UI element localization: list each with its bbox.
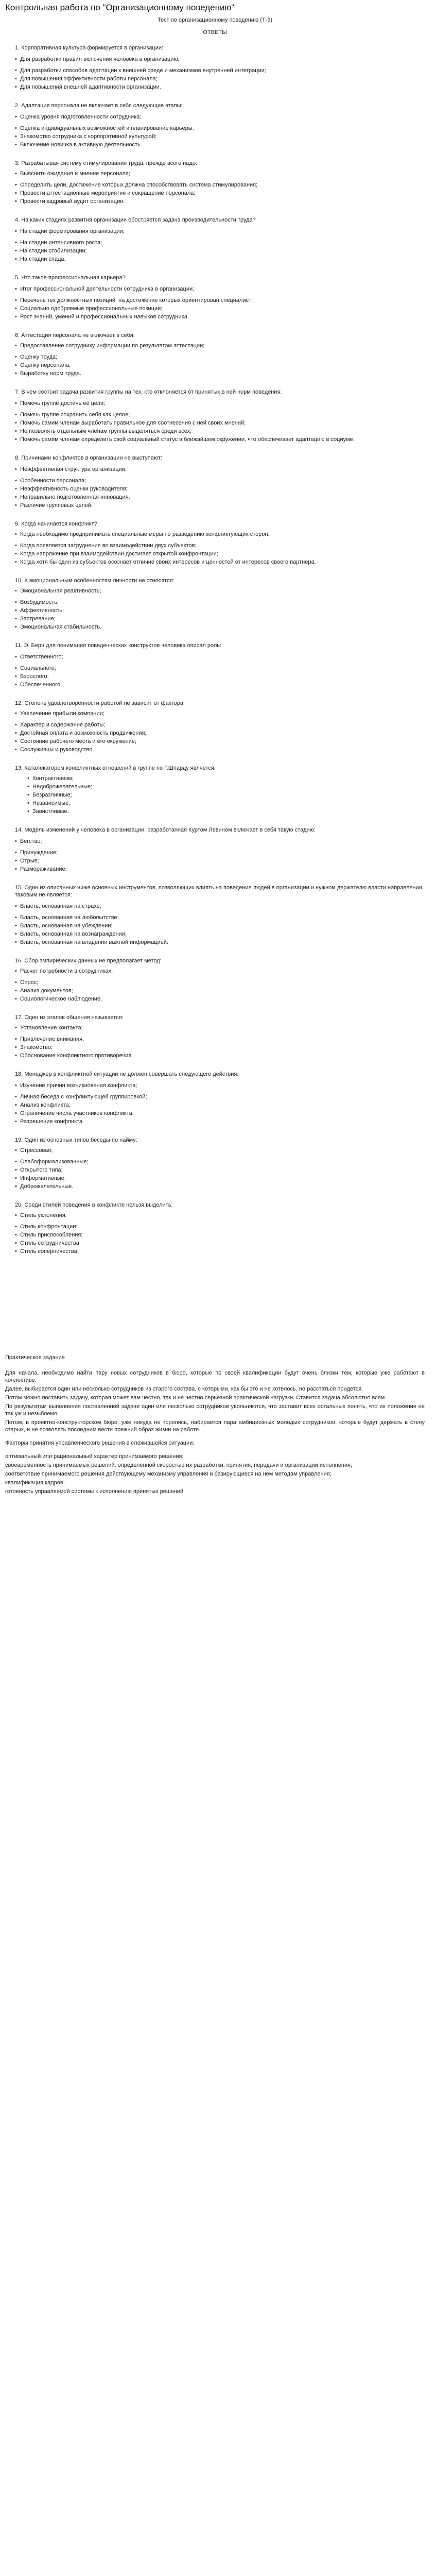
question-text: 7. В чем состоит задача развития группы на тех, кто отклоняется от принятых в ней норм поведения: [15,389,282,395]
answer-option: • Взрослого; [15,673,425,680]
answer-option: • Информативные; [15,1175,425,1182]
answer-option: • Выяснить ожидания и мнение персонала; [15,170,425,177]
answer-option: • Неэффективность оценки руководителя; [15,485,425,493]
answer-option: • Социально одобряемые профессиональные позиции; [15,305,425,312]
answer-option: • Завистливые. [27,808,425,815]
question-text: 12. Степень удовлетворенности работой не зависит от фактора: [15,700,185,706]
answer-option: • Социального; [15,665,425,672]
question-text: 15. Один из описанных ниже основных инструментов, позволяющих влиять на поведение людей в организации и нужном держателю власти направлении, таковым не является: [15,885,424,898]
question-text: 13. Каталекатором конфликтных отношений в группе по Г.Шпарду является: [15,765,216,771]
answer-options [5,400,425,443]
answer-option: • Обеспеченного. [15,681,425,688]
answer-option: • Когда хотя бы один из субъектов осознает отличие своих интересов и ценностей от интересов своего партнера. [15,558,425,566]
practical-paragraph: Потом можно поставить задачу, которая может вам честно, так и не честно серьезной практической нагрузки. Ставится задача абсолютно всем. [5,1395,387,1401]
answer-options [5,113,425,148]
answer-option: • Предоставление сотруднику информации по результатам аттестации; [15,342,425,349]
answer-option: • Установление контакта; [15,1024,425,1031]
question-block [5,884,425,946]
question-text: 3. Разрабатывая систему стимулирования труда, прежде всего надо: [15,160,198,166]
answer-option: • Помочь группе сохранить себя как целое; [15,411,425,418]
question-block [5,454,425,509]
answer-option: • Знакомство; [15,1044,425,1051]
answer-option: • Застревание; [15,615,425,622]
answer-option: • Не позволять отдельным членам группы выделяться среди всех; [15,428,425,435]
answer-option: • Состояние рабочего места и его окружение; [15,738,425,745]
answer-option: • Когда необходимо предпринимать специальные меры по разведению конфликтующих сторон; [15,531,425,538]
answer-option: • Размораживание. [15,866,425,873]
answer-option: • Эмоциональная стабильность. [15,623,425,631]
answer-option: • Оценку труда; [15,353,425,361]
answer-options [5,1024,425,1059]
answer-option: • Итог профессиональной деятельности сотрудника в организации; [15,285,425,293]
answer-option: • Возбудимость; [15,599,425,606]
answer-option: • Слабоформализованные; [15,1158,425,1165]
question-block [5,577,425,631]
question-text: 20. Среди стилей поведения в конфликте нельзя выделить: [15,1202,173,1208]
practical-task-title: Практическое задание [5,1354,65,1361]
answer-option: • Личная беседа с конфликтующей группировкой; [15,1093,425,1100]
question-text: 18. Менеджер в конфликтной ситуации не должен совершать следующего действия: [15,1071,239,1077]
answer-options [5,775,425,815]
question-text: 2. Адаптация персонала не включает в себя следующие этапы: [15,103,183,109]
answer-option: • Власть, основанная на владении важной информацией. [15,939,425,946]
answer-option: • Бегство; [15,838,425,845]
document-subtitle: Тест по организационному поведению (Т-9) [157,17,273,23]
answer-option: • Помочь группе достичь её цели; [15,400,425,407]
answer-options [5,285,425,320]
question-block [5,520,425,566]
answer-option: • Различие групповых целей. [15,502,425,509]
questions-list [5,44,425,1255]
answer-option: • Ограничение числа участников конфликта; [15,1110,425,1117]
answer-option: • Включение новичка в активную деятельность. [15,141,425,148]
practical-paragraph: Для начала, необходимо найти пару новых сотрудников в бюро, которые по своей квалификации будут очень близки тем, которые уже работают в коллективе. [5,1370,425,1383]
answer-options [5,56,425,91]
answer-options [5,587,425,631]
document-title: Контрольная работа по "Организационному поведению" [5,3,235,12]
answer-option: • Принуждение; [15,849,425,856]
answer-option: • Аффективность; [15,607,425,614]
question-block [5,388,425,443]
answer-option: • Знакомство сотрудника с корпоративной культурой; [15,133,425,140]
practical-paragraph: соответствие принимаемого решения действующему механизму управления и базирующиеся на нем методам управления; [5,1471,332,1477]
answer-option: • Перечень тех должностных позиций, на достижение которых ориентирован специалист; [15,297,425,304]
practical-paragraph: квалификация кадров; [5,1480,65,1486]
question-block [5,160,425,205]
answer-option: • Увеличение прибыли компании; [15,710,425,717]
answer-option: • Опрос; [15,979,425,986]
practical-paragraph: своевременность принимаемых решений, определенной скоростью их разработки, принятия, передачи и организации исполнения; [5,1462,353,1468]
answer-options [5,342,425,377]
answer-option: • Провести аттестационные мероприятия и сокращение персонала; [15,190,425,197]
question-block [5,1137,425,1190]
answer-option: • На стадии спада. [15,256,425,263]
answer-options [5,228,425,263]
practical-paragraph: Далее, выбирается один или несколько сотрудников из старого состава, с которыми, как бы это и не хотелось, но расстаться придется. [5,1386,363,1392]
answer-option: • Доброжелательные. [15,1183,425,1190]
question-text: 1. Корпоративная культура формируется в организации: [15,45,164,51]
question-text: 5. Что такое профессиональная карьера? [15,275,126,281]
answer-option: • Ответственного; [15,653,425,660]
question-block [5,765,425,815]
question-block [5,332,425,377]
answer-option: • Помочь самим членам выработать правильное для соотнесения с ней своих мнений; [15,419,425,427]
answer-option: • Характер и содержание работы; [15,721,425,728]
answer-option: • Открытого типа; [15,1166,425,1174]
answer-options [5,1147,425,1190]
answer-option: • Власть, основанная на страхе; [15,903,425,910]
answer-option: • Помочь самим членам определить свой социальный статус в ближайшем окружении, что обеспечивает адаптацию в социуме. [15,436,425,443]
answer-option: • Оценка индивидуальных возможностей и планирование карьеры; [15,125,425,132]
question-block [5,826,425,873]
answer-option: • Контрактивизм; [27,775,425,782]
answer-option: • Безразличные; [27,791,425,799]
answer-option: • Эмоциональная реактивность; [15,587,425,595]
answer-option: • Для разработки способов адаптации к внешней среде и механизмов внутренней интеграции; [15,67,425,74]
answer-options [5,531,425,566]
question-text: 8. Причинами конфликтов в организации не выступают: [15,455,162,461]
question-block [5,1014,425,1059]
question-text: 6. Аттестация персонала не включает в себя: [15,332,135,338]
answer-option: • Оценку персонала; [15,362,425,369]
answer-option: • Стиль приспособления; [15,1231,425,1239]
answers-label: ОТВЕТЫ [203,29,227,36]
answer-option: • Провести кадровый аудит организации. [15,198,425,205]
answer-option: • Оценка уровня подготовленности сотрудника; [15,113,425,121]
question-block [5,44,425,91]
answer-option: • Рост знаний, умений и профессиональных навыков сотрудника. [15,313,425,320]
answer-option: • На стадии стабилизации; [15,247,425,255]
answer-option: • Неправильно подготовленная инновация; [15,494,425,501]
answer-option: • Для повышения эффективности работы персонала; [15,75,425,82]
question-block [5,102,425,148]
answer-option: • Привлечение внимания; [15,1036,425,1043]
question-block [5,957,425,1003]
practical-task-body [5,1369,425,1495]
question-text: 10. К эмоциональным особенностям личности не относятся: [15,578,175,584]
answer-option: • Особенности персонала; [15,477,425,484]
answer-option: • Стиль сотрудничества; [15,1240,425,1247]
answer-option: • Стиль уклонения; [15,1212,425,1219]
answer-options [5,466,425,509]
answer-option: • Недоброжелательные; [27,783,425,790]
answer-options [5,903,425,946]
answer-options [5,710,425,753]
answer-options [5,838,425,873]
practical-paragraph: По результатам выполнения поставленной задачи один или несколько сотрудников увольняются, что заставит всех остальных понять, что их положение не так уж и незыблемо. [5,1403,425,1417]
answer-options [5,1212,425,1255]
question-text: 4. На каких стадиях развития организации обостряется задача производительности труда? [15,217,256,223]
answer-option: • Определить цели, достижение которых должна способствовать система стимулирования; [15,181,425,189]
answer-options [5,968,425,1003]
answer-option: • На стадии интенсивного роста; [15,239,425,246]
answer-option: • Власть, основанная на вознаграждении; [15,930,425,938]
question-text: 19. Один из основных типов беседы по найму: [15,1137,137,1143]
question-text: 17. Один из этапов общения называется: [15,1014,124,1021]
answer-option: • Когда появляется затруднения во взаимодействии двух субъектов; [15,542,425,549]
answer-option: • Для повышения внешней адаптивности организации. [15,83,425,91]
answer-option: • Разрешение конфликта. [15,1118,425,1125]
answer-option: • Социологическое наблюдение. [15,995,425,1003]
question-text: 9. Когда начинается конфликт? [15,521,97,527]
practical-paragraph: Факторы принятия управленческого решения в сложившейся ситуации: [5,1440,195,1446]
answer-options [5,170,425,205]
question-text: 14. Модель изменений у человека в организации, разработанная Куртом Левином включает в себя такую стадию: [15,827,316,833]
practical-paragraph: готовность управляемой системы к исполнению принятых решений. [5,1488,185,1495]
answer-option: • Выработку норм труда. [15,370,425,377]
answer-option: • Власть, основанная на убеждении; [15,922,425,929]
answer-option: • На стадии формирования организации; [15,228,425,235]
question-text: 11. Э. Берн для понимания поведенческих конструктов человека описал роль: [15,642,222,649]
answer-option: • Стиль соперничества. [15,1248,425,1255]
question-block [5,700,425,753]
answer-option: • Независимые; [27,800,425,807]
answer-option: • Анализ документов; [15,987,425,994]
answer-option: • Обоснование конфликтного противоречия. [15,1052,425,1059]
answer-option: • Расчет потребности в сотрудниках; [15,968,425,975]
answer-option: • Стрессовая; [15,1147,425,1154]
answer-option: • Стиль конфронтации; [15,1223,425,1230]
answer-option: • Изучение причин возникновения конфликта; [15,1082,425,1089]
question-block [5,216,425,263]
answer-option: • Неэффективная структура организации; [15,466,425,473]
answer-option: • Достойная оплата и возможность продвижения; [15,730,425,737]
question-block [5,1201,425,1255]
question-text: 16. Сбор эмпирических данных не предполагает метод: [15,958,162,964]
section-spacer [5,1266,425,1354]
answer-options [5,1082,425,1125]
answer-option: • Власть, основанная на любопытстве; [15,914,425,921]
answer-option: • Для разработки правил включения человека в организацию; [15,56,425,63]
answer-option: • Сослуживцы и руководство. [15,746,425,753]
question-block [5,274,425,320]
question-block [5,1071,425,1125]
question-block [5,642,425,688]
answer-options [5,653,425,688]
answer-option: • Анализ конфликта; [15,1101,425,1109]
practical-paragraph: оптимальный или рациональный характер принимаемого решения; [5,1453,184,1460]
answer-option: • Когда напряжение при взаимодействии достигает открытой конфронтации; [15,550,425,557]
practical-paragraph: Потом, в проектно-конструкторском бюро, уже никуда не торопясь, набирается пара амбициозных молодых сотрудников, которые будут держать в стену старых, и не позволять последним вести прежний образ жизни на работе. [5,1419,425,1433]
answer-option: • Отрыв; [15,857,425,865]
